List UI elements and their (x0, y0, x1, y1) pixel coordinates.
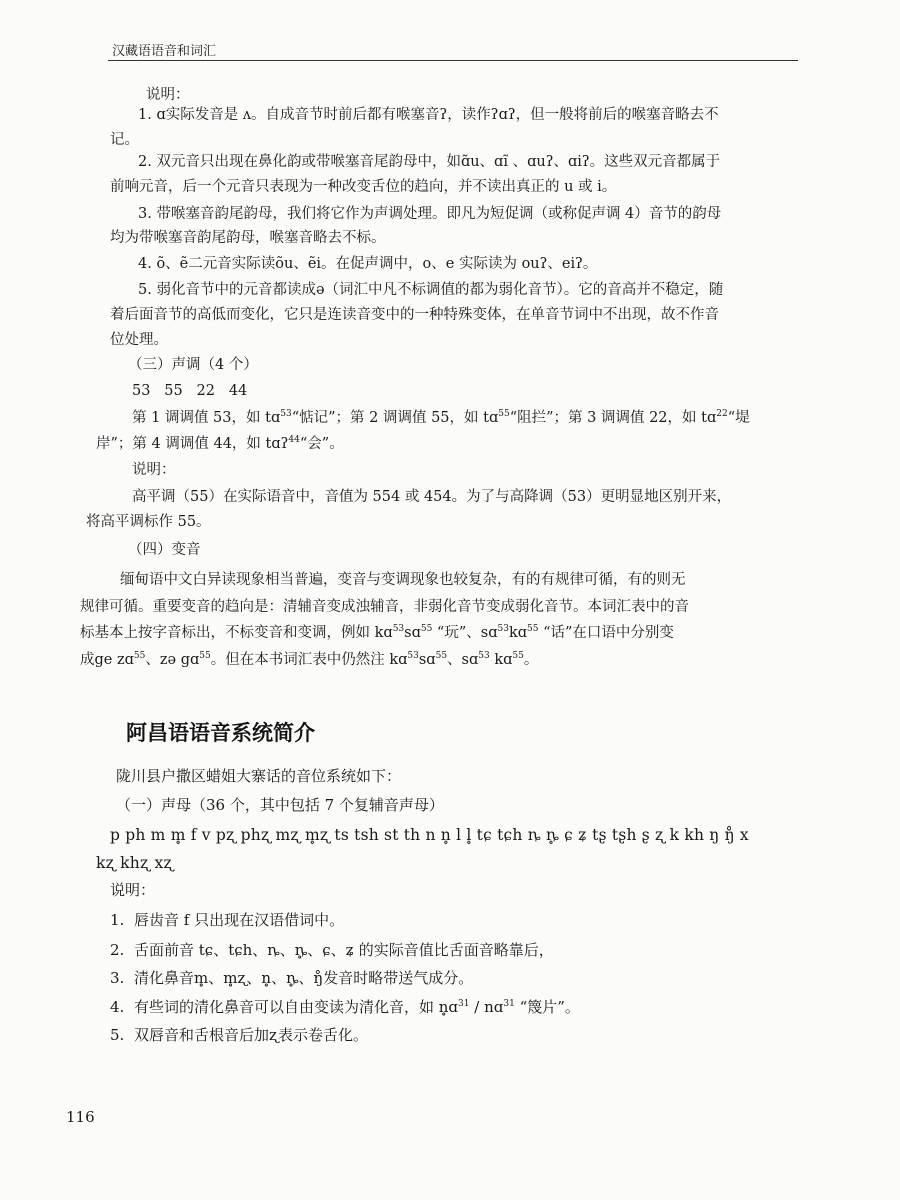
list-text: / nɑ (469, 998, 504, 1016)
tone-superscript: 31 (503, 999, 515, 1009)
note-2-line-2: 前响元音，后一个元音只表现为一种改变舌位的趋向，并不读出真正的 u 或 i。 (110, 179, 617, 195)
initials-heading: （一）声母（36 个，其中包括 7 个复辅音声母） (116, 796, 444, 814)
text-segment: “话”在口语中分别变 (538, 625, 674, 641)
tone-superscript: 55 (420, 624, 433, 634)
text-segment: “玩”、sɑ (432, 625, 498, 641)
initials-note-2 (110, 940, 554, 960)
text-segment: 成ge zɑ (80, 652, 134, 668)
header-rule (108, 60, 798, 61)
section-title: 阿昌语语音系统简介 (126, 721, 315, 745)
text-segment: sɑ (404, 625, 421, 641)
tone-superscript: 55 (527, 624, 539, 634)
tones-note-label: 说明： (132, 462, 176, 478)
tone-superscript: 55 (512, 651, 524, 661)
initials-note-1 (110, 910, 344, 930)
tone-text: “惦记”；第 2 调调值 55，如 tɑ (291, 410, 499, 426)
tone-superscript: 44 (288, 435, 300, 445)
tone-superscript: 53 (392, 624, 405, 634)
list-number: 4. (110, 998, 125, 1016)
tone-superscript: 53 (478, 651, 490, 661)
list-text: 唇齿音 f 只出现在汉语借词中。 (134, 911, 345, 929)
tone-superscript: 53 (497, 624, 509, 634)
tone-text: 第 1 调调值 53，如 tɑ (132, 410, 281, 426)
tone-examples-line-1 (132, 408, 750, 428)
list-number: 2. (110, 941, 125, 959)
tones-note-line-2: 将高平调标作 55。 (86, 514, 211, 530)
note-5-line-3: 位处理。 (110, 332, 168, 348)
text-segment: 。 (523, 652, 539, 668)
initials-note-4 (110, 997, 580, 1017)
tone-superscript: 53 (280, 409, 292, 419)
note-5-line-1: 5. 弱化音节中的元音都读成ə（词汇中凡不标调值的都为弱化音节）。它的音高并不稳定，随 (138, 282, 724, 298)
note-4-line-1: 4. õ、ẽ二元音实际读õu、ẽi。在促声调中，o、e 实际读为 ouʔ、eiʔ。 (138, 256, 598, 272)
sound-change-line-3 (80, 623, 674, 643)
tone-superscript: 53 (407, 651, 419, 661)
text-segment: kɑ (508, 625, 528, 641)
tones-heading: （三）声调（4 个） (128, 357, 258, 373)
notes-label: 说明： (146, 87, 190, 103)
achang-intro: 陇川县户撒区蜡姐大寨话的音位系统如下： (116, 767, 402, 785)
tone-text: “堤 (727, 410, 750, 426)
note-1-line-1: 1. ɑ实际发音是 ʌ。自成音节时前后都有喉塞音ʔ，读作ʔɑʔ，但一般将前后的喉塞音略去不 (138, 107, 719, 123)
list-number: 5. (110, 1026, 125, 1044)
tones-note-line-1: 高平调（55）在实际语音中，音值为 554 或 454。为了与高降调（53）更明显地区别开来， (132, 489, 732, 505)
tone-superscript: 55 (199, 651, 211, 661)
initials-list-line-2: kʐ khʐ xʐ (96, 854, 173, 872)
sound-change-line-1: 缅甸语中文白异读现象相当普遍，变音与变调现象也较复杂，有的有规律可循，有的则无 (120, 572, 686, 588)
sound-change-line-4 (80, 650, 538, 670)
note-5-line-2: 着后面音节的高低而变化，它只是连读音变中的一种特殊变体，在单音节词中不出现，故不作音 (110, 307, 719, 323)
list-text: 清化鼻音m̥、m̥ʐ、n̥、ȵ̥、ŋ̊发音时略带送气成分。 (134, 969, 474, 987)
text-segment: 、sɑ (447, 652, 479, 668)
list-text: 双唇音和舌根音后加ʐ表示卷舌化。 (134, 1026, 368, 1044)
text-segment: kɑ (489, 652, 513, 668)
tone-text: “会”。 (299, 436, 344, 452)
page-number: 116 (66, 1108, 95, 1126)
initials-list-line-1: p ph m m̥ f v pʐ phʐ mʐ m̥ʐ ts tsh st th n n̥ l l̥ tɕ tɕh ȵ ȵ̥ ɕ ʑ tʂ tʂh ʂ ʐ k kh ŋ ŋ̊ x (110, 826, 749, 844)
list-text: 舌面前音 tɕ、tɕh、ȵ、ȵ̥、ɕ、ʑ 的实际音值比舌面音略靠后， (134, 941, 554, 959)
note-1-line-2: 记。 (110, 132, 139, 148)
tone-superscript: 55 (498, 409, 510, 419)
tone-values: 53 55 22 44 (132, 383, 248, 399)
list-number: 3. (110, 969, 125, 987)
initials-note-label: 说明： (110, 881, 156, 899)
tone-superscript: 55 (133, 651, 146, 661)
text-segment: 、zə gɑ (145, 652, 200, 668)
running-head: 汉藏语语音和词汇 (112, 44, 217, 59)
note-3-line-2: 均为带喉塞音韵尾韵母，喉塞音略去不标。 (110, 230, 386, 246)
text-segment: 。但在本书词汇表中仍然注 kɑ (210, 652, 408, 668)
initials-note-3 (110, 968, 473, 988)
sound-change-heading: （四）变音 (128, 542, 201, 558)
tone-superscript: 31 (458, 999, 470, 1009)
text-segment: sɑ (418, 652, 436, 668)
tone-superscript: 55 (435, 651, 448, 661)
list-text: “篾片”。 (514, 998, 580, 1016)
note-3-line-1: 3. 带喉塞音韵尾韵母，我们将它作为声调处理。即凡为短促调（或称促声调 4）音节的韵母 (138, 206, 722, 222)
tone-text: “阻拦”；第 3 调调值 22，如 tɑ (509, 410, 717, 426)
note-2-line-1: 2. 双元音只出现在鼻化韵或带喉塞音尾韵母中，如ɑ̃u、ɑĩ 、ɑuʔ、ɑiʔ。这些双元音都属于 (138, 154, 721, 170)
tone-superscript: 22 (716, 409, 728, 419)
tone-text: 岸”；第 4 调调值 44，如 tɑʔ (96, 436, 289, 452)
initials-note-5 (110, 1025, 368, 1045)
sound-change-line-2: 规律可循。重要变音的趋向是：清辅音变成浊辅音，非弱化音节变成弱化音节。本词汇表中的音 (80, 599, 689, 615)
list-number: 1. (110, 911, 125, 929)
text-segment: 标基本上按字音标出，不标变音和变调，例如 kɑ (80, 625, 393, 641)
list-text: 有些词的清化鼻音可以自由变读为清化音，如 n̥ɑ (134, 998, 459, 1016)
tone-examples-line-2 (96, 434, 344, 454)
